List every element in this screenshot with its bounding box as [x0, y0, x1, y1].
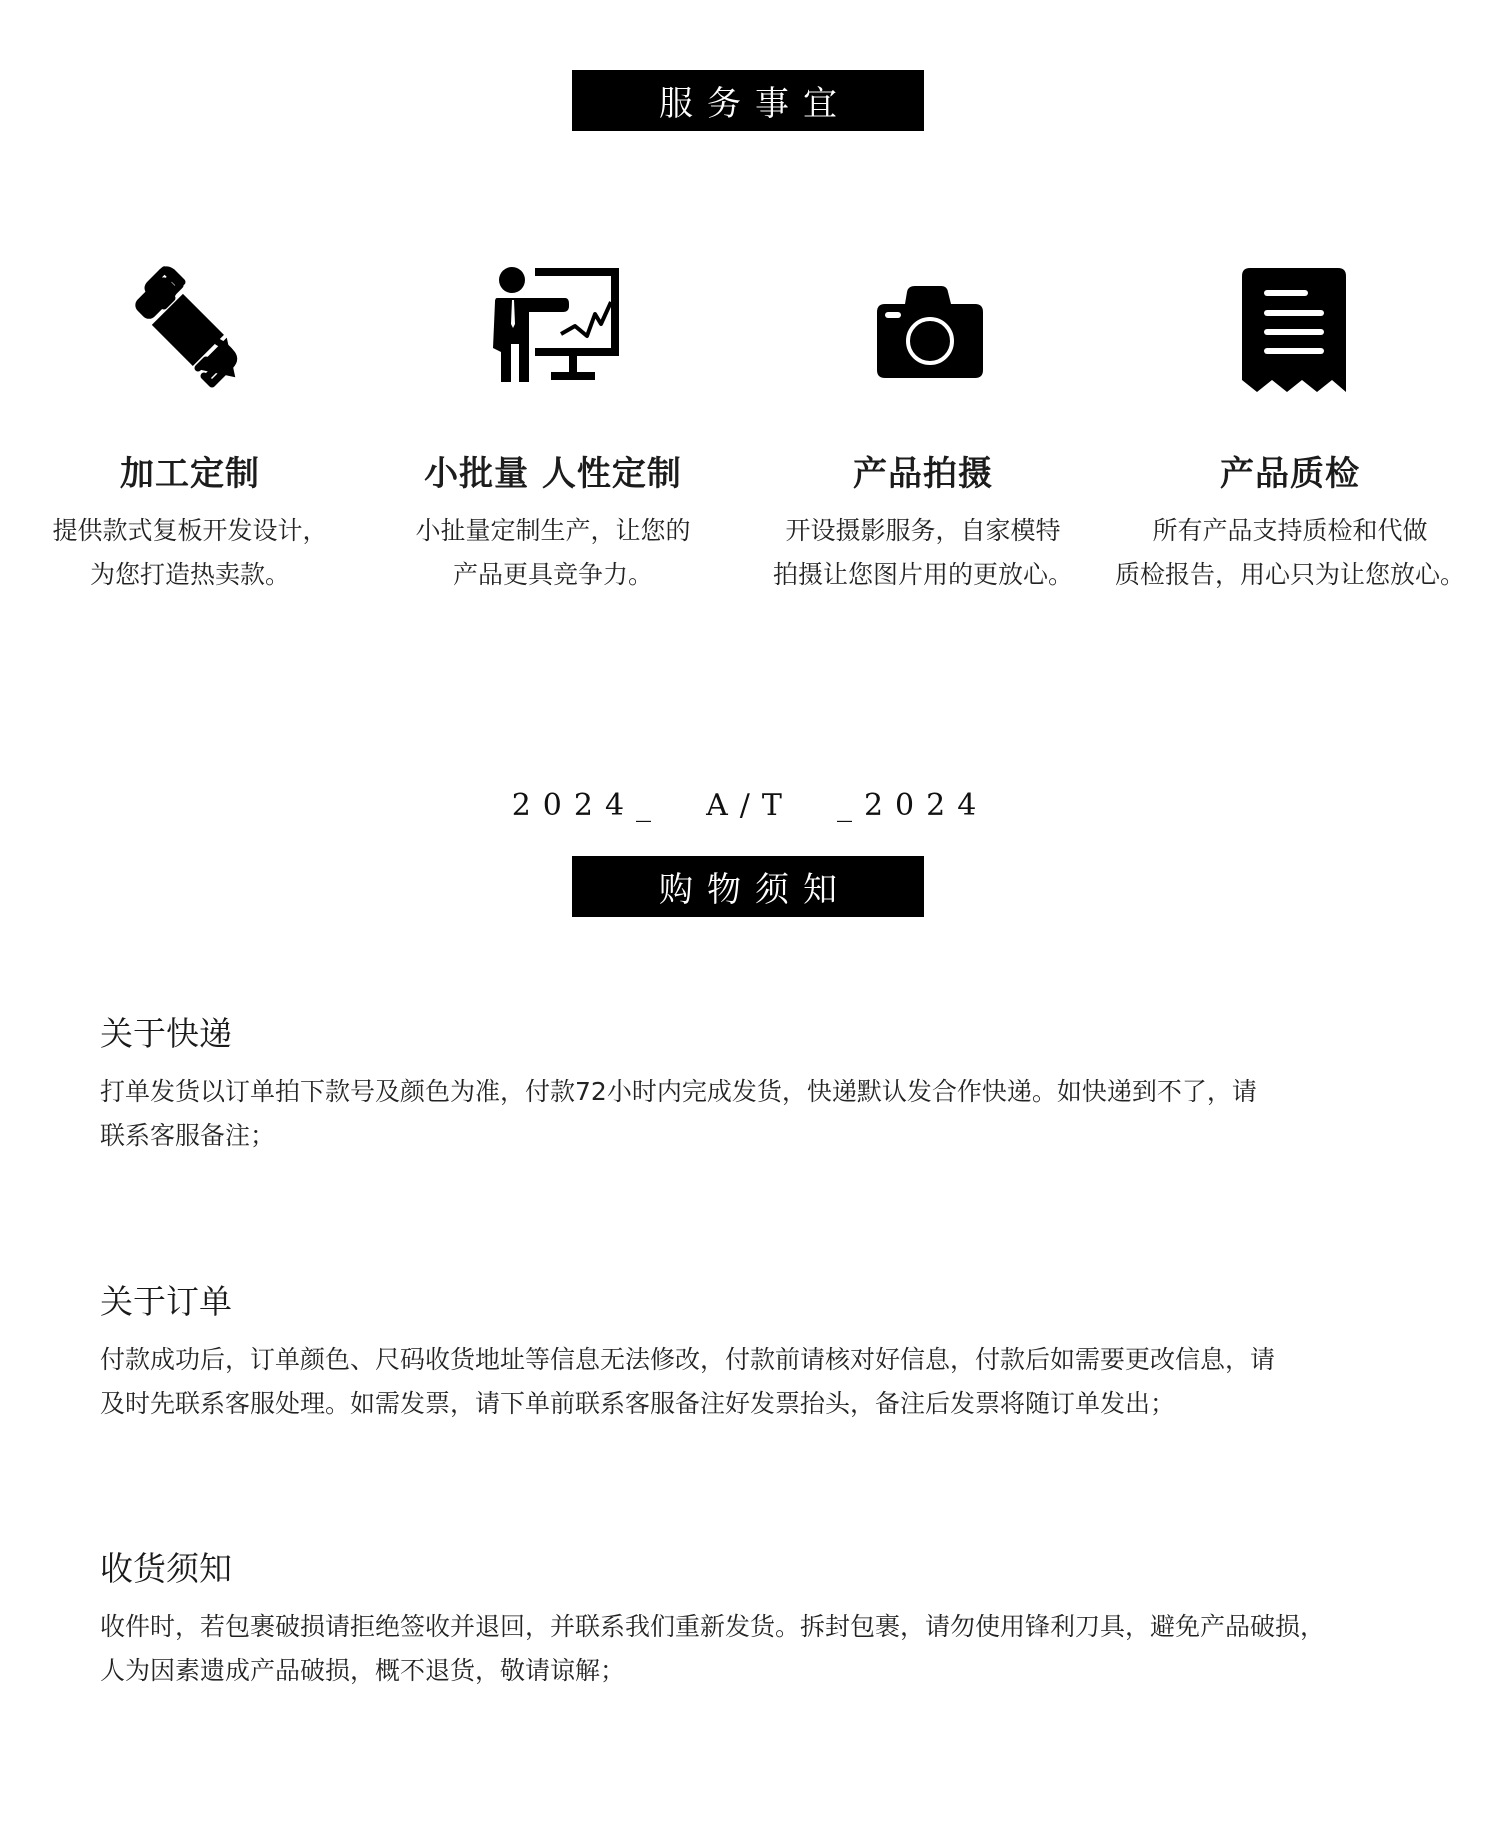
notice-order: [100, 1280, 1420, 1426]
notice-body-line: 联系客服备注；: [100, 1121, 276, 1150]
service-title: 产品拍摄: [853, 454, 993, 494]
receipt-icon: [1220, 262, 1360, 402]
service-item-quality-inspection: [1105, 262, 1475, 597]
service-title: 小批量 人性定制: [424, 454, 682, 494]
service-description: [1115, 509, 1465, 597]
service-description-line: 质检报告，用心只为让您放心。: [1114, 560, 1465, 589]
notice-body: [100, 1605, 1420, 1693]
service-description: [415, 509, 690, 597]
service-description-line: 开设摄影服务，自家模特: [785, 516, 1061, 545]
service-item-custom-processing: [5, 262, 375, 597]
shopping-banner-label: 购物须知: [659, 870, 851, 910]
notice-body: [100, 1070, 1420, 1158]
presenter-chart-icon: [483, 262, 623, 402]
season-label: 2024_ A/T _2024: [511, 788, 989, 823]
camera-icon: [853, 262, 993, 402]
services-banner-label: 服务事宜: [659, 84, 851, 124]
services-banner: [572, 70, 924, 131]
service-description-line: 提供款式复板开发设计，: [52, 516, 328, 545]
notice-body-line: 及时先联系客服处理。如需发票，请下单前联系客服备注好发票抬头，备注后发票将随订单发出；: [100, 1389, 1176, 1418]
notice-body: [100, 1338, 1420, 1426]
shopping-notice-banner: [572, 856, 924, 917]
service-item-product-photography: [738, 262, 1108, 597]
service-item-small-batch: [368, 262, 738, 597]
service-title: 产品质检: [1220, 454, 1360, 494]
service-description: [52, 509, 327, 597]
notice-heading: 关于快递: [100, 1014, 232, 1053]
notice-receiving: [100, 1547, 1420, 1693]
service-description-line: 产品更具竞争力。: [452, 560, 653, 589]
notice-body-line: 付款成功后，订单颜色、尺码收货地址等信息无法修改，付款前请核对好信息，付款后如需要更改信息，请: [100, 1345, 1276, 1374]
service-description-line: 小扯量定制生产，让您的: [415, 516, 691, 545]
pencil-ruler-icon: [120, 262, 260, 402]
service-title: 加工定制: [120, 454, 260, 494]
notice-heading: 关于订单: [100, 1282, 232, 1321]
notice-body-line: 人为因素遗成产品破损，概不退货，敬请谅解；: [100, 1656, 626, 1685]
notice-body-line: 打单发货以订单拍下款号及颜色为准，付款72小时内完成发货，快递默认发合作快递。如快递到不了，请: [100, 1077, 1257, 1106]
notice-heading: 收货须知: [100, 1549, 232, 1588]
notice-shipping: [100, 1012, 1420, 1158]
service-description-line: 所有产品支持质检和代做: [1152, 516, 1428, 545]
service-description: [773, 509, 1073, 597]
notice-body-line: 收件时，若包裹破损请拒绝签收并退回，并联系我们重新发货。拆封包裹，请勿使用锋利刀具，避免产品破损，: [100, 1612, 1326, 1641]
service-description-line: 为您打造热卖款。: [89, 560, 290, 589]
service-description-line: 拍摄让您图片用的更放心。: [772, 560, 1073, 589]
